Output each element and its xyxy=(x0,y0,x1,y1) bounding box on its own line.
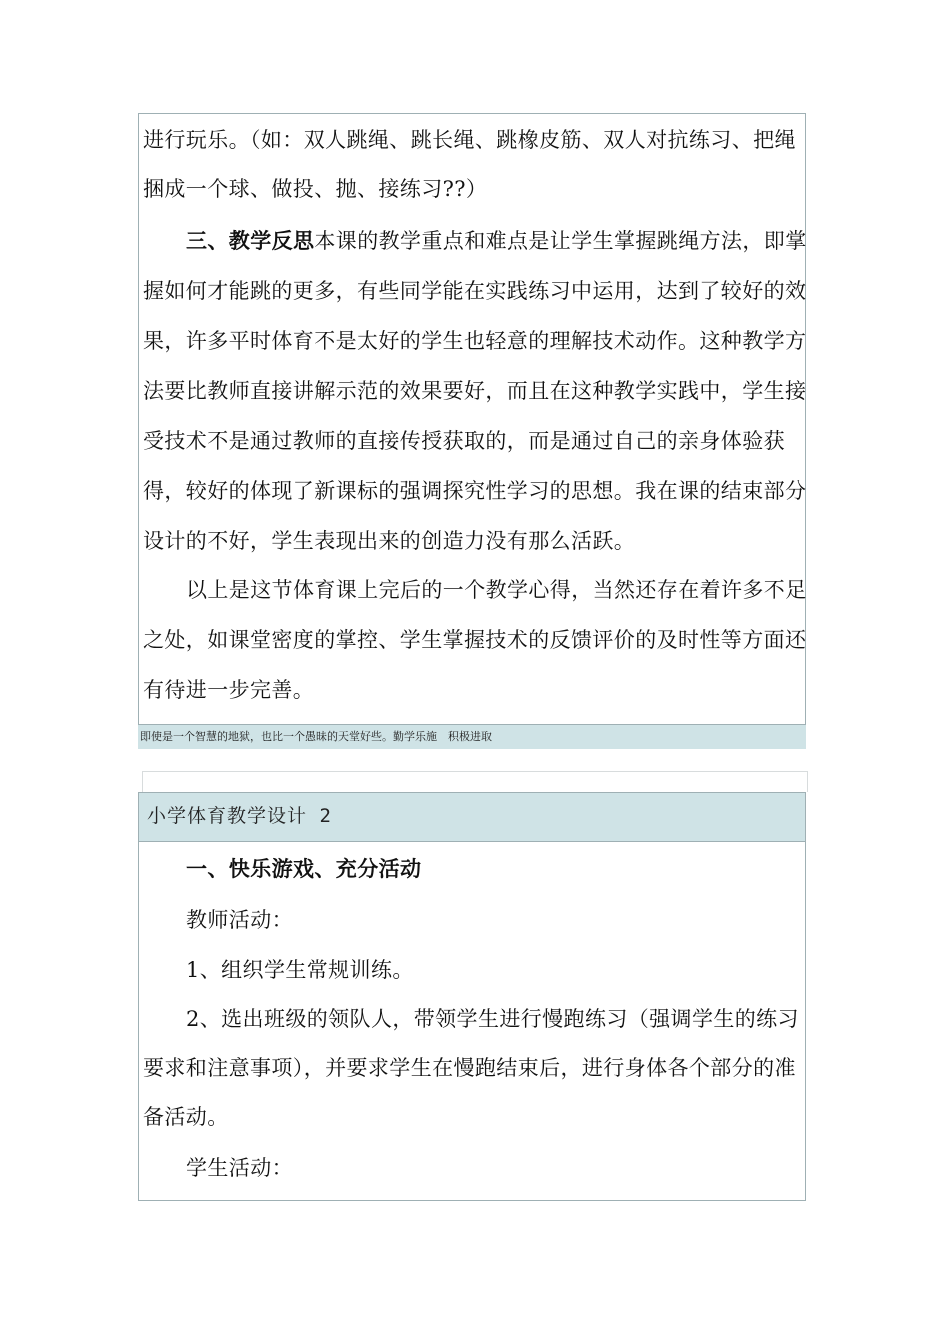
paragraph-line: 握如何才能跳的更多，有些同学能在实践练习中运用，达到了较好的效 xyxy=(143,279,807,303)
paragraph-line: 要求和注意事项），并要求学生在慢跑结束后，进行身体各个部分的准 xyxy=(143,1056,796,1080)
paragraph-line: 备活动。 xyxy=(143,1105,229,1129)
paragraph-line: 设计的不好，学生表现出来的创造力没有那么活跃。 xyxy=(143,529,636,553)
paragraph-line: 1、组织学生常规训练。 xyxy=(186,958,414,982)
paragraph-line: 以上是这节体育课上完后的一个教学心得，当然还存在着许多不足 xyxy=(186,578,807,602)
paragraph-line: 受技术不是通过教师的直接传授获取的，而是通过自己的亲身体验获 xyxy=(143,429,785,453)
paragraph-line: 2、选出班级的领队人，带领学生进行慢跑练习（强调学生的练习 xyxy=(186,1007,799,1031)
paragraph-line: 捆成一个球、做投、抛、接练习??） xyxy=(143,177,488,201)
content-panel-2 xyxy=(138,792,806,1201)
paragraph-line: 得，较好的体现了新课标的强调探究性学习的思想。我在课的结束部分 xyxy=(143,479,807,503)
section-heading: 三、教学反思 xyxy=(186,229,315,253)
paragraph-line: 法要比教师直接讲解示范的效果要好，而且在这种教学实践中，学生接 xyxy=(143,379,807,403)
section-title: 小学体育教学设计 2 xyxy=(147,805,332,827)
paragraph-line: 有待进一步完善。 xyxy=(143,678,315,702)
page-footer-bar xyxy=(138,724,806,749)
page-divider-stub xyxy=(142,771,808,792)
paragraph-line: 学生活动： xyxy=(186,1156,293,1180)
paragraph-line: 之处，如课堂密度的掌控、学生掌握技术的反馈评价的及时性等方面还 xyxy=(143,628,807,652)
paragraph-line xyxy=(186,228,807,254)
section-heading: 一、快乐游戏、充分活动 xyxy=(186,857,422,881)
section-title-bar xyxy=(138,792,806,842)
paragraph-text: 本课的教学重点和难点是让学生掌握跳绳方法，即掌 xyxy=(314,229,807,253)
paragraph-line: 果，许多平时体育不是太好的学生也轻意的理解技术动作。这种教学方 xyxy=(143,329,807,353)
paragraph-line: 进行玩乐。（如：双人跳绳、跳长绳、跳橡皮筋、双人对抗练习、把绳 xyxy=(143,128,796,152)
footer-motto: 即使是一个智慧的地狱，也比一个愚昧的天堂好些。勤学乐施 积极进取 xyxy=(140,730,492,743)
paragraph-line: 教师活动： xyxy=(186,908,293,932)
